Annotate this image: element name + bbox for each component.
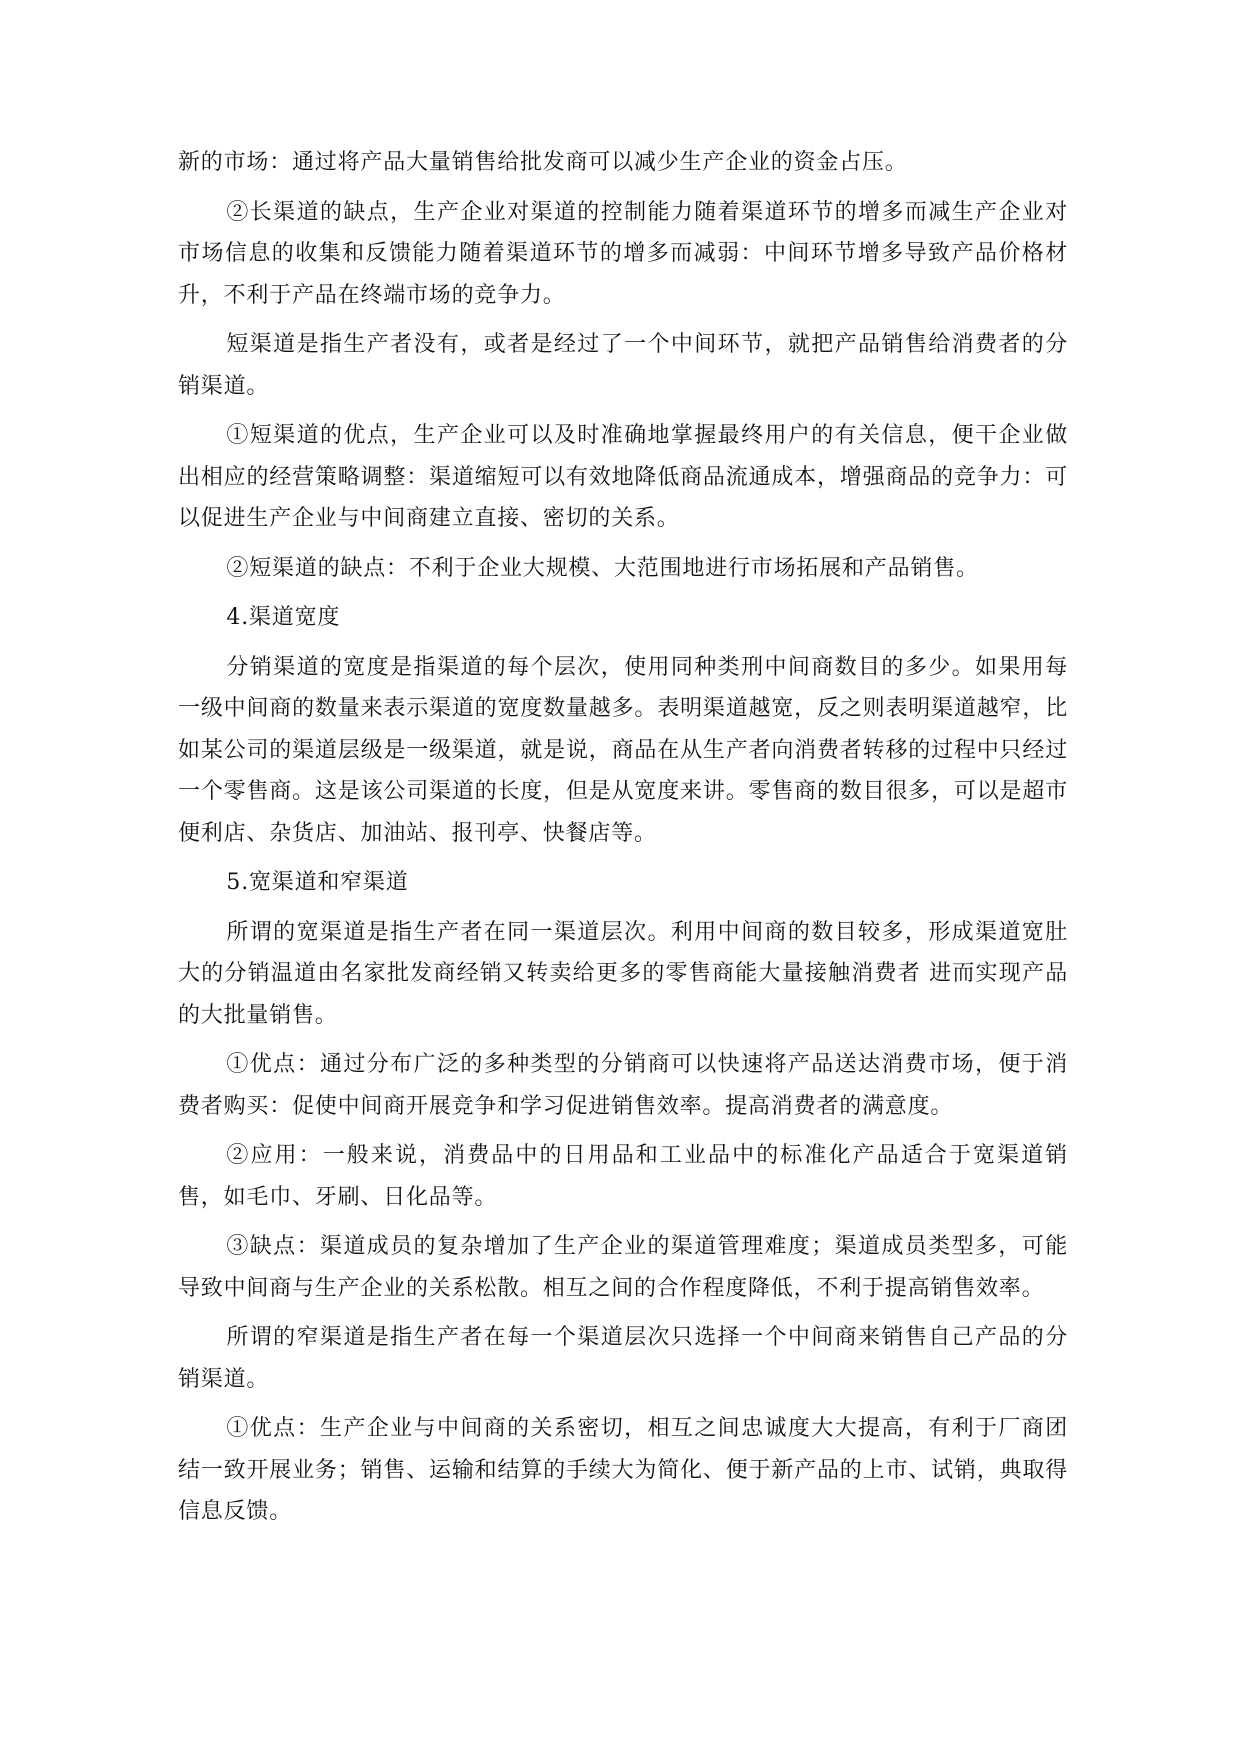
paragraph: ③缺点：渠道成员的复杂增加了生产企业的渠道管理难度；渠道成员类型多，可能导致中间商与生产企业的关系松散。相互之间的合作程度降低，不利于提高销售效率。 [178,1234,1068,1301]
section-heading: 4.渠道宽度 [226,605,341,630]
paragraph: 短渠道是指生产者没有，或者是经过了一个中间环节，就把产品销售给消费者的分销渠道。 [178,332,1068,399]
paragraph: ②应用：一般来说，消费品中的日用品和工业品中的标准化产品适合于宽渠道销售，如毛巾、牙刷、日化品等。 [178,1143,1068,1210]
paragraph: 所谓的宽渠道是指生产者在同一渠道层次。利用中间商的数目较多，形成渠道宽肚大的分销温道由名家批发商经销又转卖给更多的零售商能大量接触消费者 进而实现产品的大批量销售。 [178,919,1068,1028]
paragraph: ①优点：通过分布广泛的多种类型的分销商可以快速将产品送达消费市场，便于消费者购买：促使中间商开展竞争和学习促进销售效率。提高消费者的满意度。 [178,1052,1068,1119]
paragraph: 新的市场：通过将产品大量销售给批发商可以减少生产企业的资金占压。 [178,150,908,175]
paragraph: ①短渠道的优点，生产企业可以及时准确地掌握最终用户的有关信息，便干企业做出相应的经营策略调整：渠道缩短可以有效地降低商品流通成本，增强商品的竞争力：可以促进生产企业与中间商建立直接、密切的关系。 [178,423,1068,531]
paragraph: 分销渠道的宽度是指渠道的每个层次，使用同种类刑中间商数目的多少。如果用每一级中间商的数量来表示渠道的宽度数量越多。表明渠道越宽，反之则表明渠道越窄，比如某公司的渠道层级是一级渠道，就是说，商品在从生产者向消费者转移的过程中只经过一个零售商。这是该公司渠道的长度，但是从宽度来讲。零售商的数目很多，可以是超市便利店、杂货店、加油站、报刊亭、快餐店等。 [178,654,1068,846]
document-body [178,142,1068,1541]
paragraph: ②短渠道的缺点：不利于企业大规模、大范围地进行市场拓展和产品销售。 [226,555,979,581]
paragraph: 所谓的窄渠道是指生产者在每一个渠道层次只选择一个中间商来销售自己产品的分销渠道。 [178,1325,1068,1392]
section-heading: 5.宽渠道和窄渠道 [226,870,409,895]
paragraph: ①优点：生产企业与中间商的关系密切，相互之间忠诚度大大提高，有利于厂商团结一致开展业务；销售、运输和结算的手续大为简化、便于新产品的上市、试销，典取得信息反馈。 [178,1416,1068,1524]
paragraph: ②长渠道的缺点，生产企业对渠道的控制能力随着渠道环节的增多而减生产企业对市场信息的收集和反馈能力随着渠道环节的增多而减弱：中间环节增多导致产品价格材升，不利于产品在终端市场的竞争力。 [178,199,1068,308]
